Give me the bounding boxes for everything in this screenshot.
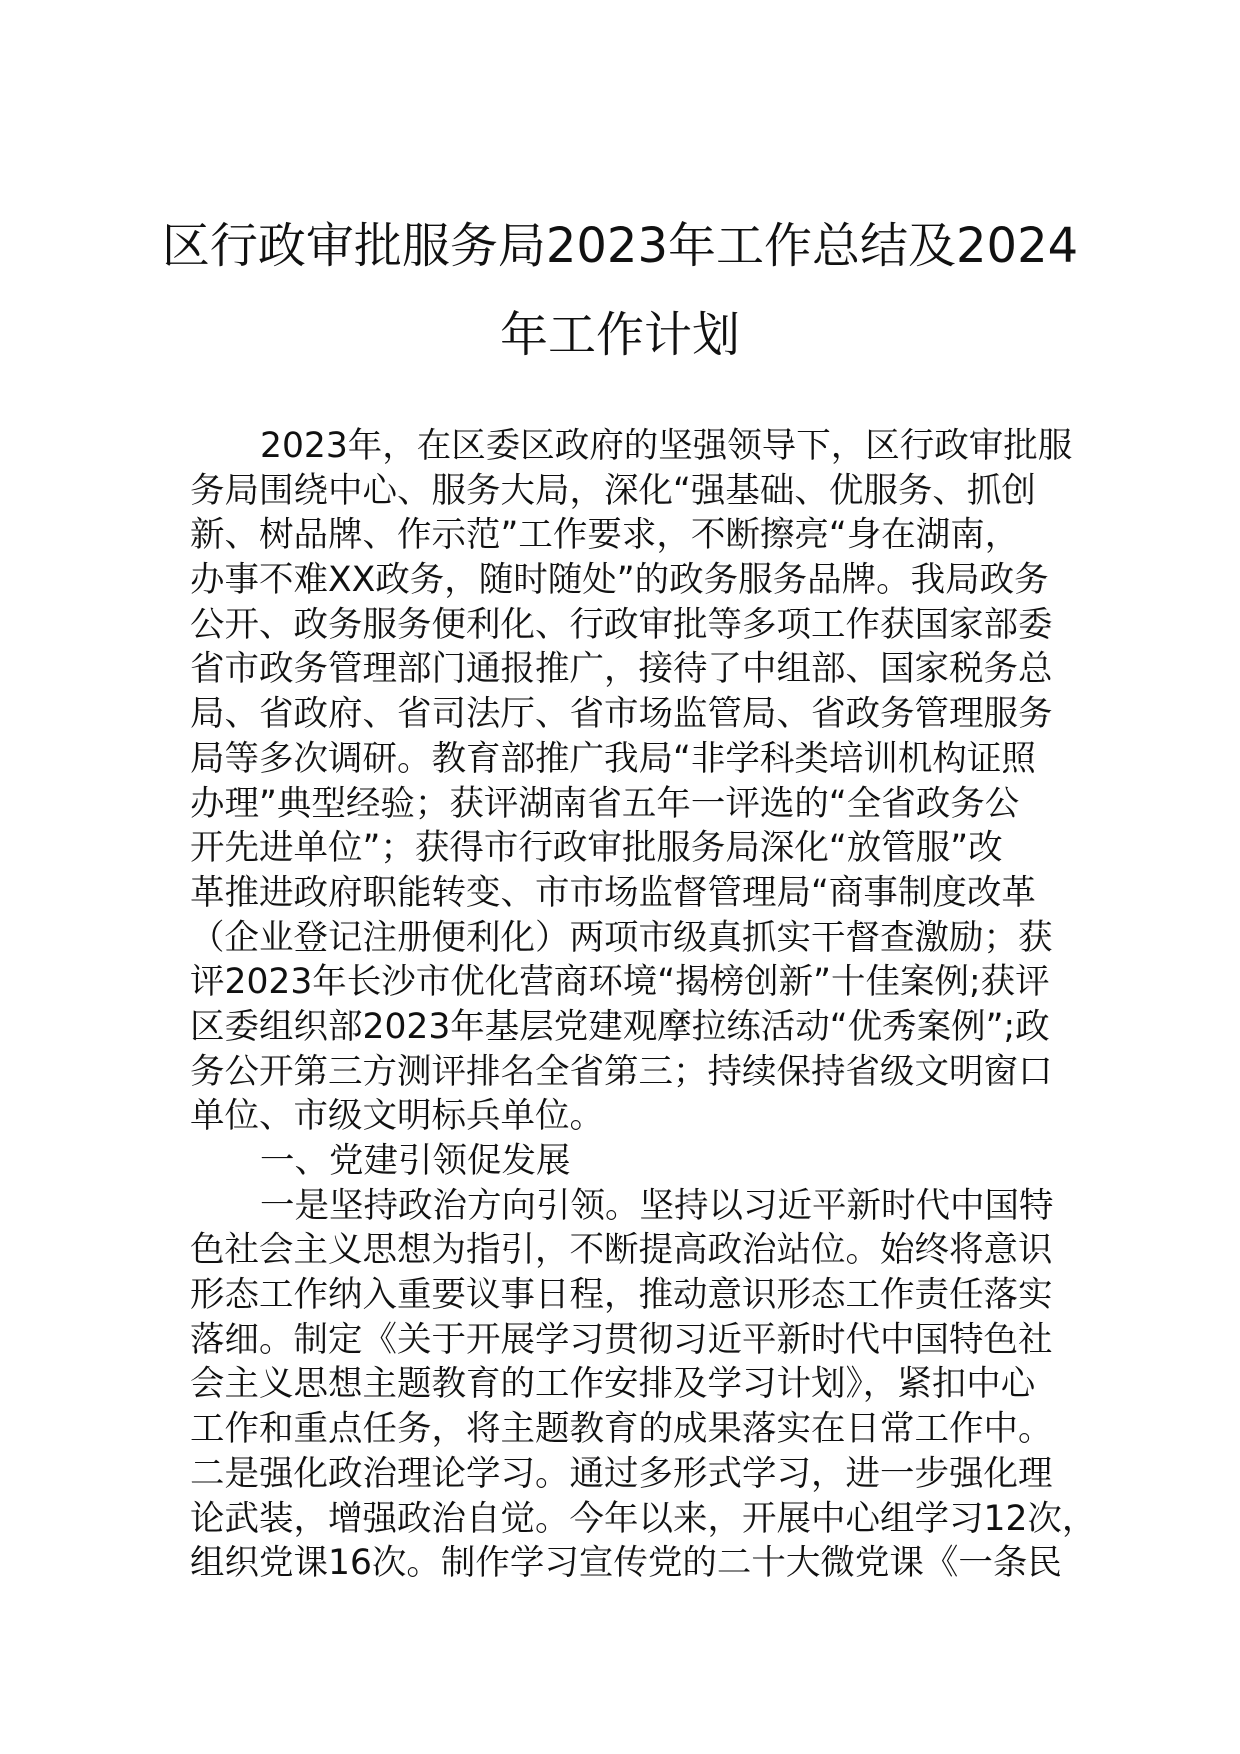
body-line: 2023年，在区委区政府的坚强领导下，区行政审批服: [260, 426, 1073, 466]
body-line: 落细。制定《关于开展学习贯彻习近平新时代中国特色社: [190, 1319, 1053, 1360]
body-line: 新、树品牌、作示范”工作要求，不断擦亮“身在湖南，: [190, 515, 1020, 556]
body-line: 务公开第三方测评排名全省第三；持续保持省级文明窗口: [190, 1051, 1053, 1092]
body-line: 单位、市级文明标兵单位。: [190, 1096, 604, 1137]
body-line: 务局围绕中心、服务大局，深化“强基础、优服务、抓创: [190, 470, 1036, 511]
body-line: 开先进单位”；获得市行政审批服务局深化“放管服”改: [190, 828, 1003, 869]
body-line: （企业登记注册便利化）两项市级真抓实干督查激励；获: [190, 917, 1053, 958]
body-line: 组织党课16次。制作学习宣传党的二十大微党课《一条民: [190, 1543, 1062, 1584]
body-line: 二是强化政治理论学习。通过多形式学习，进一步强化理: [190, 1453, 1053, 1494]
body-line: 局、省政府、省司法厅、省市场监管局、省政务管理服务: [190, 694, 1053, 735]
document-title-line-2: 年工作计划: [499, 307, 740, 363]
body-line: 革推进政府职能转变、市市场监督管理局“商事制度改革: [190, 872, 1036, 913]
body-line: 一是坚持政治方向引领。坚持以习近平新时代中国特: [260, 1185, 1054, 1226]
section-heading: 一、党建引领促发展: [260, 1141, 571, 1181]
body-line: 论武装，增强政治自觉。今年以来，开展中心组学习12次，: [190, 1498, 1097, 1539]
document-body: [190, 424, 1097, 1586]
body-line: 形态工作纳入重要议事日程，推动意识形态工作责任落实: [190, 1275, 1053, 1316]
body-line: 评2023年长沙市优化营商环境“揭榜创新”十佳案例;获评: [190, 962, 1050, 1003]
body-line: 会主义思想主题教育的工作安排及学习计划》，紧扣中心: [190, 1364, 1036, 1405]
document-title-line-1: 区行政审批服务局2023年工作总结及2024: [161, 218, 1079, 274]
body-line: 办事不难XX政务，随时随处”的政务服务品牌。我局政务: [190, 560, 1049, 601]
body-line: 公开、政务服务便利化、行政审批等多项工作获国家部委: [190, 604, 1053, 645]
body-line: 工作和重点任务，将主题教育的成果落实在日常工作中。: [190, 1409, 1053, 1450]
body-line: 办理”典型经验；获评湖南省五年一评选的“全省政务公: [190, 783, 1020, 824]
body-line: 局等多次调研。教育部推广我局“非学科类培训机构证照: [190, 738, 1036, 779]
body-line: 省市政务管理部门通报推广，接待了中组部、国家税务总: [190, 649, 1053, 690]
body-line: 色社会主义思想为指引，不断提高政治站位。始终将意识: [190, 1230, 1053, 1271]
body-line: 区委组织部2023年基层党建观摩拉练活动“优秀案例”;政: [190, 1006, 1050, 1047]
